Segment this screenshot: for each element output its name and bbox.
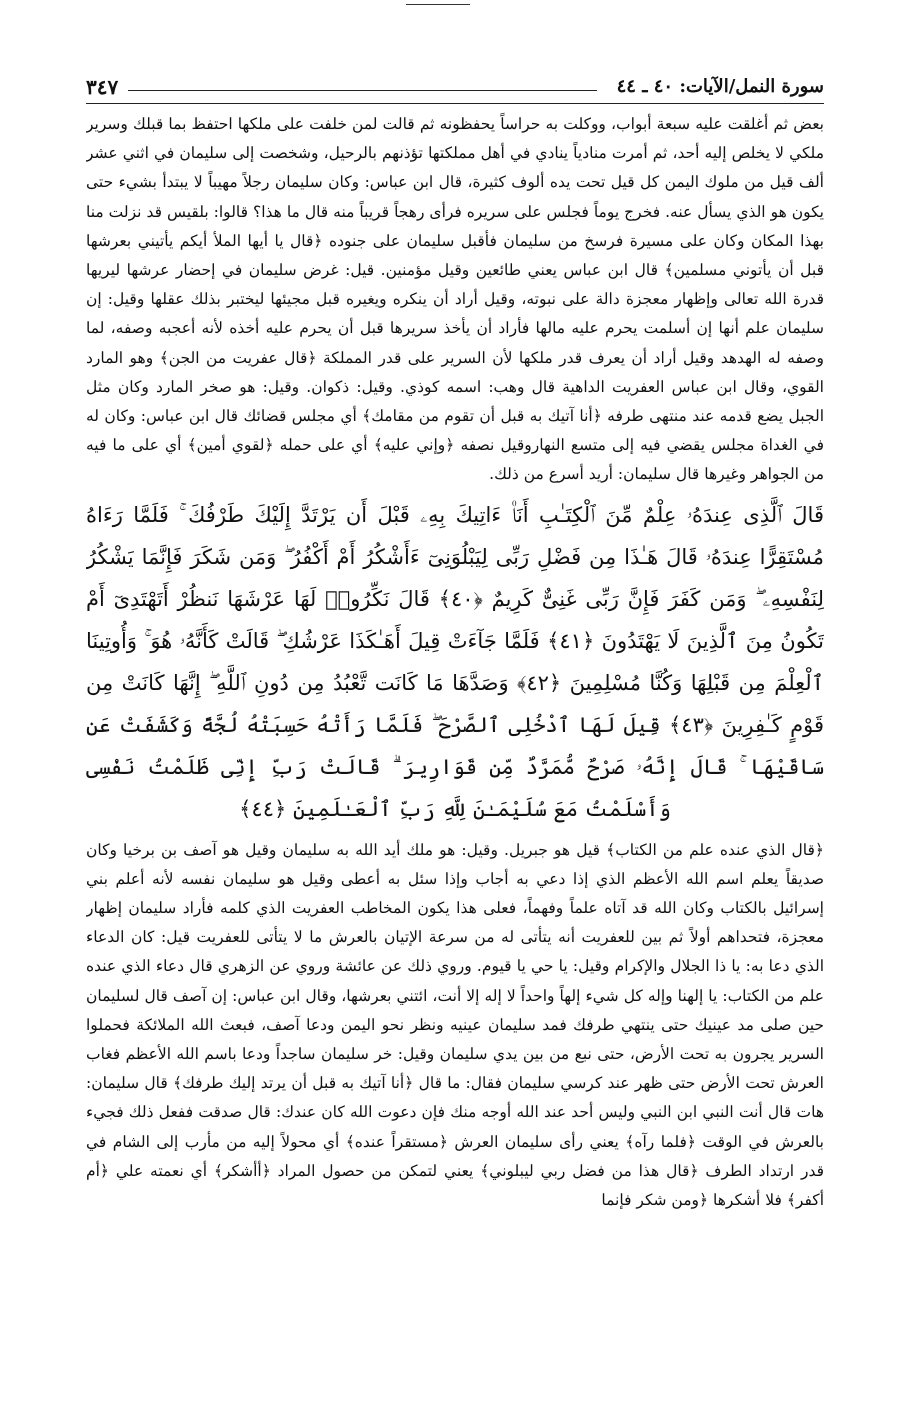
surah-title: سورة النمل/الآيات: ٤٠ ـ ٤٤ xyxy=(616,76,824,97)
book-page xyxy=(86,70,824,1400)
header-rule xyxy=(128,90,596,91)
page-number: ٣٤٧ xyxy=(86,74,119,99)
commentary-paragraph: ﴿قال الذي عنده علم من الكتاب﴾ قيل هو جبريل. وقيل: هو ملك أيد الله به سليمان وقيل هو آصف بن برخيا وكان صديقاً يعلم اسم الله الأعظم الذي إذا دعي به أجاب وإذا سئل به أعطى وقيل هو سليمان نفسه لأنه أعلم بني إسرائيل بالكتاب وكان الله قد آتاه علماً وفهماً، فعلى هذا يكون المخاطب العفريت الذي كلمه فأراد سليمان إظهار معجزة، فتحداهم أولاً ثم بين للعفريت أنه يتأتى له من سرعة الإتيان بالعرش ما لا يتأتى للعفريت قيل: كان الدعاء الذي دعا به: يا ذا الجلال والإكرام وقيل: يا حي يا قيوم. وروي ذلك عن عائشة وروي عن الزهري قال دعاء الذي عنده علم من الكتاب: يا إلهنا وإله كل شيء إلهاً واحداً لا إله إلا أنت، ائتني بعرشها، وقال ابن عباس: إن آصف قال لسليمان حين صلى مد عينيك حتى ينتهي طرفك فمد سليمان عينيه ونظر نحو اليمن ودعا آصف، فبعث الله الملائكة فحملوا السرير يجرون به تحت الأرض، حتى نبع من بين يدي سليمان وقيل: خر سليمان ساجداً ودعا باسم الله الأعظم فغاب العرش تحت الأرض حتى ظهر عند كرسي سليمان فقال: ما قال ﴿أنا آتيك به قبل أن يرتد إليك طرفك﴾ قال سليمان: هات قال أنت النبي ابن النبي وليس أحد عند الله أوجه منك فإن دعوت الله كان عندك: قال صدقت ففعل ذلك فجيء بالعرش في الوقت ﴿فلما رآه﴾ يعني رأى سليمان العرش ﴿مستقراً عنده﴾ أي محولاً إليه من مأرب إلى الشام في قدر ارتداد الطرف ﴿قال هذا من فضل ربي ليبلوني﴾ يعني لتمكن من حصول المراد ﴿أأشكر﴾ أي نعمته علي ﴿أم أكفر﴾ فلا أشكرها ﴿ومن شكر فإنما xyxy=(86,840,824,1210)
commentary-paragraph: بعض ثم أغلقت عليه سبعة أبواب، ووكلت به حراساً يحفظونه ثم قالت لمن خلفت على ملكها احتفظ بما قبلك وسرير ملكي لا يخلص إليه أحد، ثم أمرت منادياً ينادي في أهل مملكتها تؤذنهم بالرحيل، وشخصت إلى سليمان في اثني عشر ألف قيل من ملوك اليمن كل قيل تحت يده ألوف كثيرة، قال ابن عباس: وكان سليمان رجلاً مهيباً لا يبتدأ بشيء حتى يكون هو الذي يسأل عنه. فخرج يوماً فجلس على سريره فرأى رهجاً قريباً منه قال ما هذا؟ قالوا: بلقيس قد نزلت منا بهذا المكان وكان على مسيرة فرسخ من سليمان فأقبل سليمان على جنوده ﴿قال يا أيها الملأ أيكم يأتيني بعرشها قبل أن يأتوني مسلمين﴾ قال ابن عباس يعني طائعين وقيل مؤمنين. قيل: غرض سليمان في إحضار عرشها ليريها قدرة الله تعالى وإظهار معجزة دالة على نبوته، وقيل أراد أن ينكره ويغيره قبل مجيئها ليختبر بذلك عقلها وقيل: إن سليمان علم أنها إن أسلمت يحرم عليه مالها فأراد أن يأخذ سريرها قبل أن يحرم عليه أخذه لأنه أعجبه وصفه، لما وصفه له الهدهد وقيل أراد أن يعرف قدر ملكها لأن السرير على قدر المملكة ﴿قال عفريت من الجن﴾ وهو المارد القوي، وقال ابن عباس العفريت الداهية قال وهب: اسمه كوذي. وقيل: ذكوان. وقيل: هو صخر المارد وكان مثل الجبل يضع قدمه عند منتهى طرفه ﴿أنا آتيك به قبل أن تقوم من مقامك﴾ أي مجلس قضائك قال ابن عباس: وكان له في الغداة مجلس يقضي فيه إلى متسع النهاروقيل نصفه ﴿وإني عليه﴾ أي على حمله ﴿لقوي أمين﴾ أي على ما فيه من الجواهر وغيرها قال سليمان: أريد أسرع من ذلك. xyxy=(86,115,824,484)
top-edge-mark xyxy=(406,4,470,5)
quran-verses: قَالَ ٱلَّذِى عِندَهُۥ عِلْمٌ مِّنَ ٱلْكِتَـٰبِ أَنَا۠ ءَاتِيكَ بِهِۦ قَبْلَ أَن يَرْتَدَّ إِلَيْكَ طَرْفُكَ ۚ فَلَمَّا رَءَاهُ مُسْتَقِرًّا عِندَهُۥ قَالَ هَـٰذَا مِن فَضْلِ رَبِّى لِيَبْلُوَنِىٓ ءَأَشْكُرُ أَمْ أَكْفُرُ ۖ وَمَن شَكَرَ فَإِنَّمَا يَشْكُرُ لِنَفْسِهِۦ ۖ وَمَن كَفَرَ فَإِنَّ رَبِّى غَنِىٌّ كَرِيمٌ ﴿٤٠﴾ قَالَ نَكِّرُوا۟ لَهَا عَرْشَهَا نَنظُرْ أَتَهْتَدِىٓ أَمْ تَكُونُ مِنَ ٱلَّذِينَ لَا يَهْتَدُونَ ﴿٤١﴾ فَلَمَّا جَآءَتْ قِيلَ أَهَـٰكَذَا عَرْشُكِ ۖ قَالَتْ كَأَنَّهُۥ هُوَ ۚ وَأُوتِينَا ٱلْعِلْمَ مِن قَبْلِهَا وَكُنَّا مُسْلِمِينَ ﴿٤٢﴾ وَصَدَّهَا مَا كَانَت تَّعْبُدُ مِن دُونِ ٱللَّهِ ۖ إِنَّهَا كَانَتْ مِن قَوْمٍ كَـٰفِرِينَ ﴿٤٣﴾ قِيلَ لَهَا ٱدْخُلِى ٱلصَّرْحَ ۖ فَلَمَّا رَأَتْهُ حَسِبَتْهُ لُجَّةً وَكَشَفَتْ عَن سَاقَيْهَا ۚ قَالَ إِنَّهُۥ صَرْحٌ مُّمَرَّدٌ مِّن قَوَارِيرَ ۗ قَالَتْ رَبِّ إِنِّى ظَلَمْتُ نَفْسِى وَأَسْلَمْتُ مَعَ سُلَيْمَـٰنَ لِلَّهِ رَبِّ ٱلْعَـٰلَمِينَ ﴿٤٤﴾ xyxy=(86,502,824,821)
page-header xyxy=(86,70,824,104)
